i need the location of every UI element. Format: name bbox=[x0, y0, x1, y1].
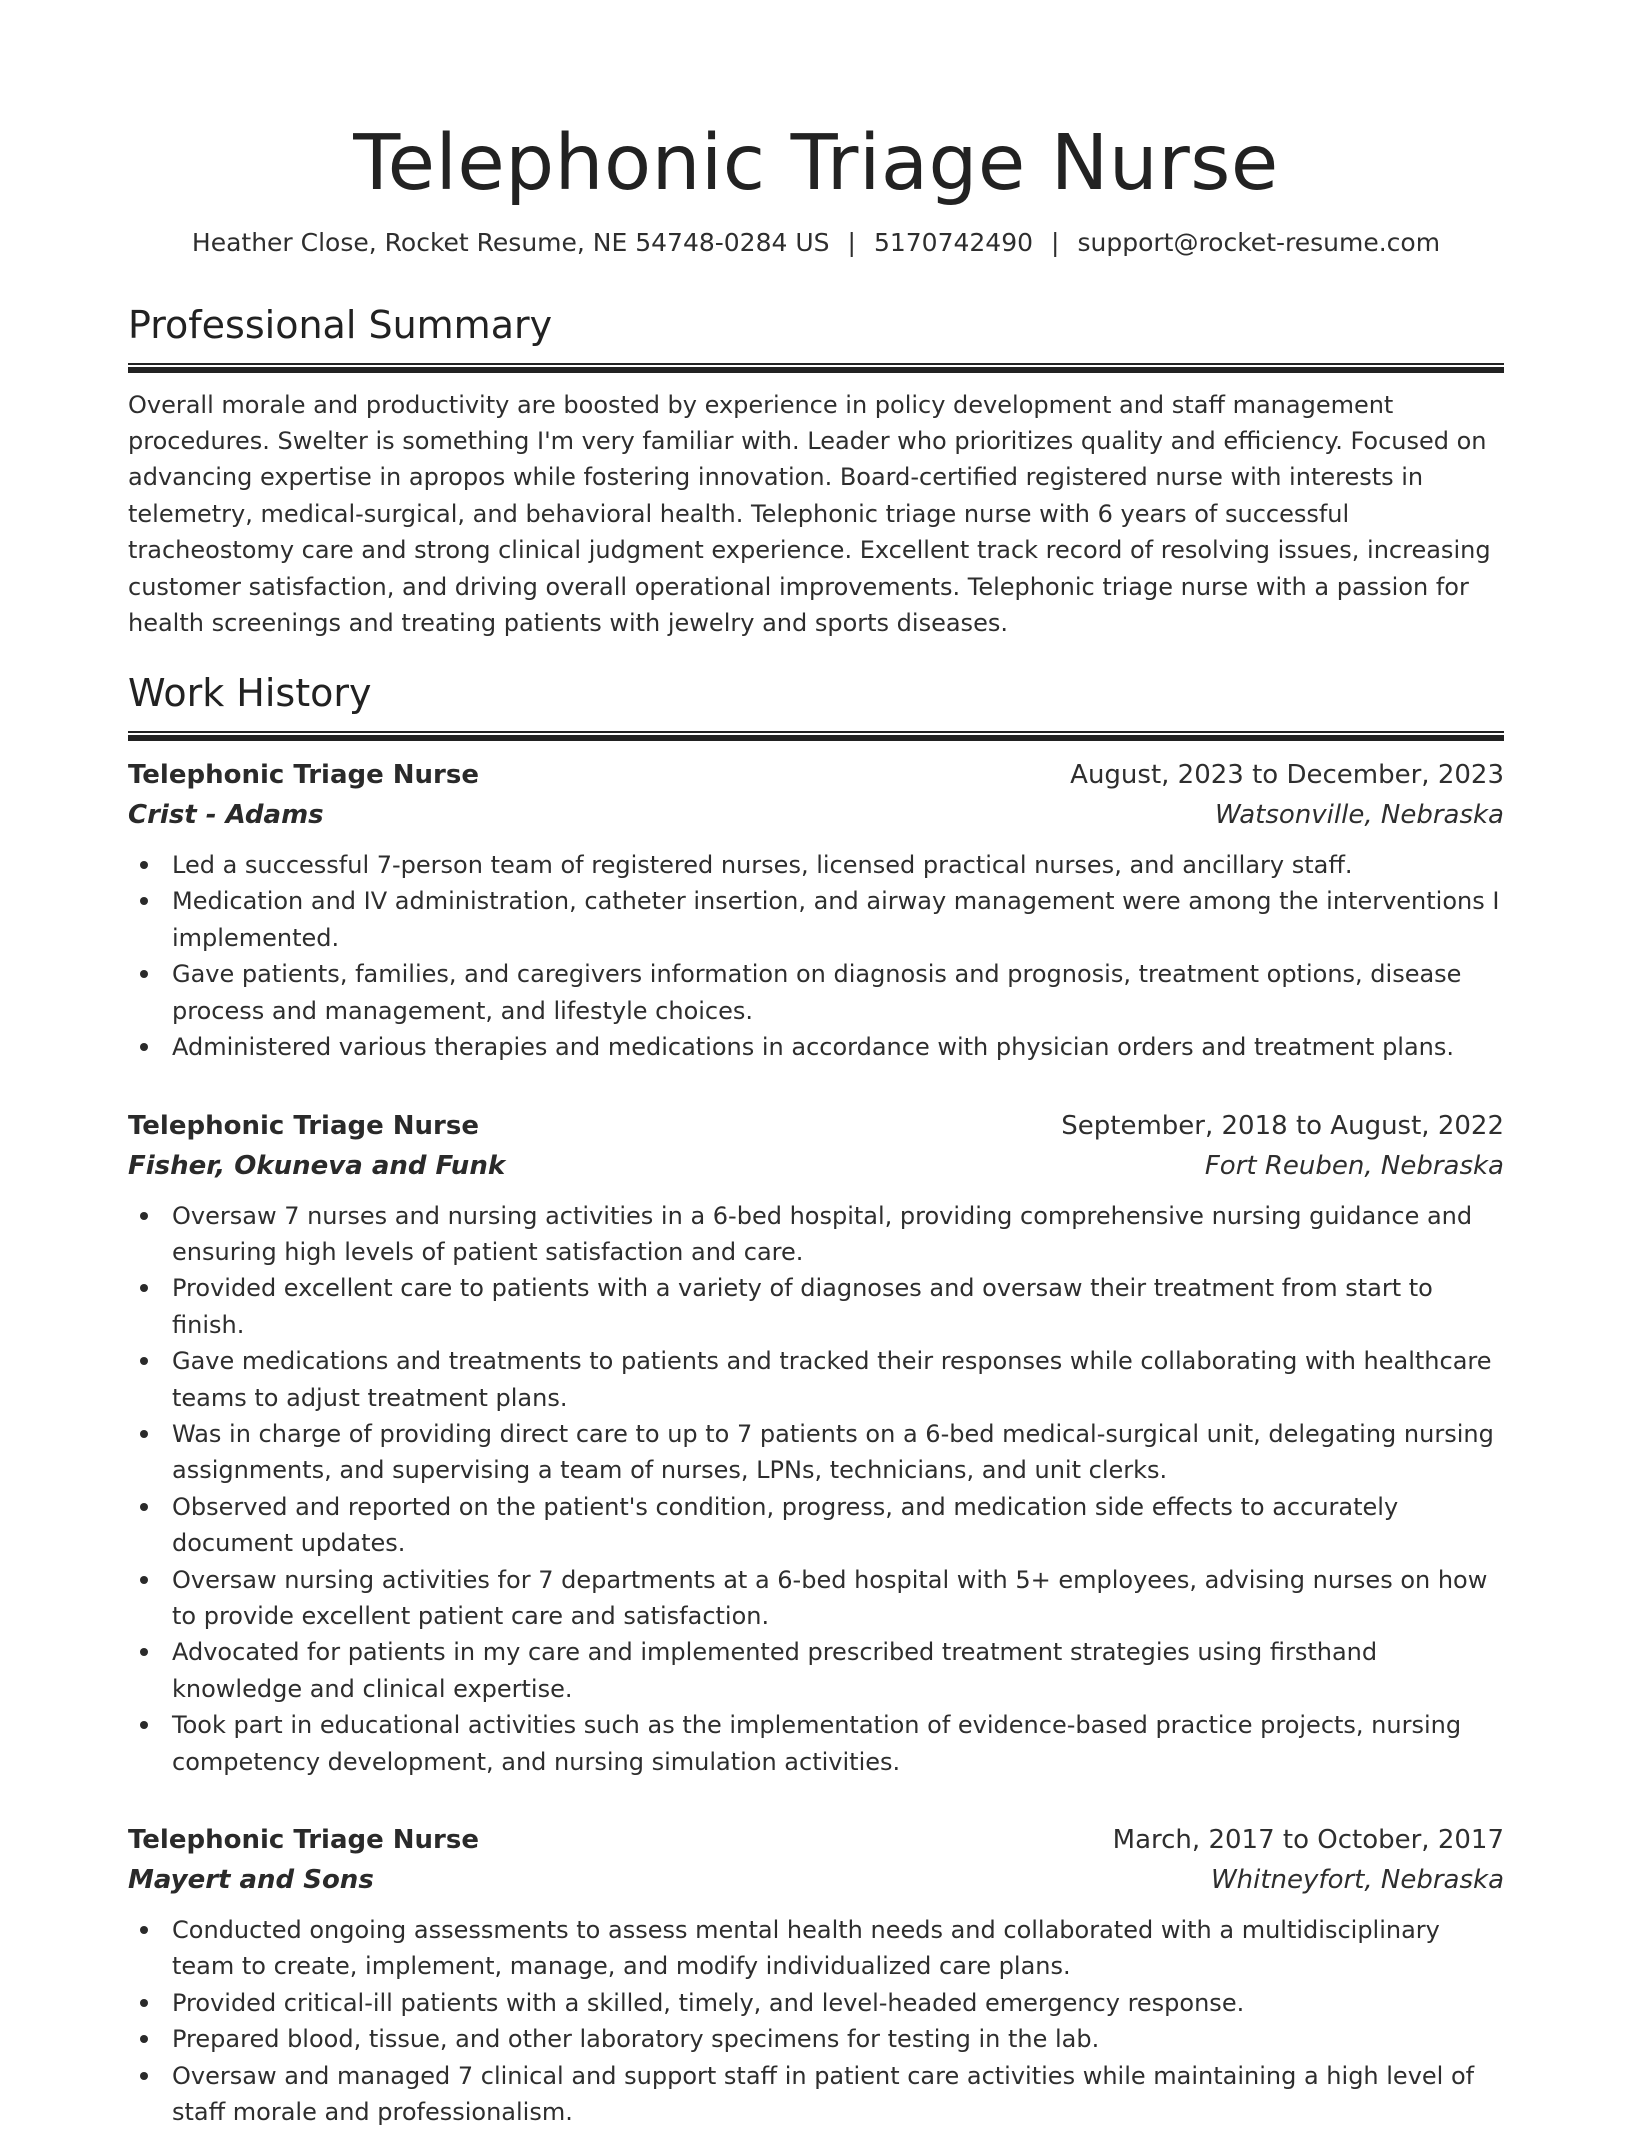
bullet-icon bbox=[140, 1284, 148, 1292]
job-bullet bbox=[128, 883, 1504, 956]
job-dates: August, 2023 to December, 2023 bbox=[1070, 760, 1504, 791]
job-bullet bbox=[128, 847, 1504, 883]
section-heading-summary: Professional Summary bbox=[128, 303, 553, 348]
job-employer-row bbox=[128, 1146, 1504, 1186]
job-bullet-text: Oversaw nursing activities for 7 departments at a 6-bed hospital with 5+ employees, advising nurses on how to provide excellent patient care and satisfaction. bbox=[172, 1565, 1488, 1630]
job-entry bbox=[128, 1106, 1504, 1781]
resume-title: Telephonic Triage Nurse bbox=[353, 119, 1279, 208]
bullet-icon bbox=[140, 1357, 148, 1365]
summary-text: Overall morale and productivity are boosted by experience in policy development and staff management procedures. Swelter is something I'm very familiar with. Leader who prioritizes quality and efficiency. Focused on advancing expertise in apropos while fostering innovation. Board-certified registered nurse with interests in telemetry, medical-surgical, and behavioral health. Telephonic triage nurse with 6 years of successful tracheostomy care and strong clinical judgment experience. Excellent track record of resolving issues, increasing customer satisfaction, and driving overall operational improvements. Telephonic triage nurse with a passion for health screenings and treating patients with jewelry and sports diseases. bbox=[128, 390, 1491, 638]
job-bullet-text: Advocated for patients in my care and implemented prescribed treatment strategies using firsthand knowledge and clinical expertise. bbox=[172, 1638, 1378, 1703]
job-header-row bbox=[128, 1106, 1504, 1146]
job-location: Whitneyfort, Nebraska bbox=[1210, 1865, 1504, 1896]
bullet-icon bbox=[140, 1212, 148, 1220]
job-employer-row bbox=[128, 795, 1504, 835]
job-entry bbox=[128, 1820, 1504, 2130]
bullet-icon bbox=[140, 1503, 148, 1511]
job-title: Telephonic Triage Nurse bbox=[128, 760, 479, 791]
section-heading-work-history: Work History bbox=[128, 671, 372, 716]
bullet-icon bbox=[140, 970, 148, 978]
bullet-icon bbox=[140, 2035, 148, 2043]
job-bullet bbox=[128, 1634, 1504, 1707]
job-bullet-text: Oversaw and managed 7 clinical and support staff in patient care activities while maintaining a high level of staff morale and professionalism. bbox=[172, 2061, 1475, 2127]
bullet-icon bbox=[140, 1926, 148, 1934]
job-bullet-text: Gave medications and treatments to patients and tracked their responses while collaborating with healthcare teams to adjust treatment plans. bbox=[172, 1347, 1492, 1412]
job-bullet bbox=[128, 1270, 1504, 1343]
contact-address: Heather Close, Rocket Resume, NE 54748-0284 US bbox=[191, 227, 830, 257]
job-company: Crist - Adams bbox=[128, 800, 324, 831]
job-bullet-text: Medication and IV administration, catheter insertion, and airway management were among the interventions I implemented. bbox=[172, 887, 1500, 952]
bullet-icon bbox=[140, 861, 148, 869]
job-bullet-text: Gave patients, families, and caregivers information on diagnosis and prognosis, treatment options, disease process and management, and lifestyle choices. bbox=[172, 960, 1462, 1025]
bullet-icon bbox=[140, 1043, 148, 1051]
job-bullet bbox=[128, 1029, 1504, 1065]
bullet-icon bbox=[140, 2072, 148, 2080]
bullet-icon bbox=[140, 897, 148, 905]
bullet-icon bbox=[140, 1576, 148, 1584]
bullet-icon bbox=[140, 1999, 148, 2007]
job-dates: March, 2017 to October, 2017 bbox=[1112, 1825, 1504, 1856]
bullet-icon bbox=[140, 1430, 148, 1438]
job-bullet-text: Provided critical-ill patients with a skilled, timely, and level-headed emergency response. bbox=[172, 1988, 1245, 2017]
job-bullet bbox=[128, 1489, 1504, 1562]
bullet-icon bbox=[140, 1721, 148, 1729]
job-header-row bbox=[128, 755, 1504, 795]
job-bullet-text: Was in charge of providing direct care to up to 7 patients on a 6-bed medical-surgical unit, delegating nursing assignments, and supervising a team of nurses, LPNs, technicians, and unit clerks. bbox=[172, 1419, 1494, 1485]
job-bullet-text: Prepared blood, tissue, and other laboratory specimens for testing in the lab. bbox=[172, 2025, 1100, 2054]
job-bullet bbox=[128, 1343, 1504, 1416]
job-location: Watsonville, Nebraska bbox=[1214, 800, 1504, 831]
job-bullet-text: Provided excellent care to patients with a variety of diagnoses and oversaw their treatment from start to finish. bbox=[172, 1274, 1433, 1339]
job-bullet-text: Administered various therapies and medications in accordance with physician orders and treatment plans. bbox=[172, 1033, 1455, 1062]
job-bullet bbox=[128, 1985, 1504, 2021]
job-bullet-text: Observed and reported on the patient's condition, progress, and medication side effects to accurately document updates. bbox=[172, 1492, 1399, 1558]
job-company: Fisher, Okuneva and Funk bbox=[128, 1150, 506, 1181]
job-dates: September, 2018 to August, 2022 bbox=[1061, 1110, 1504, 1141]
job-bullet bbox=[128, 1562, 1504, 1635]
job-bullet-text: Led a successful 7-person team of registered nurses, licensed practical nurses, and ancillary staff. bbox=[172, 851, 1353, 880]
job-title: Telephonic Triage Nurse bbox=[128, 1110, 479, 1141]
job-bullet bbox=[128, 956, 1504, 1029]
job-title: Telephonic Triage Nurse bbox=[128, 1825, 479, 1856]
professional-summary-section bbox=[128, 303, 1504, 641]
work-history-section bbox=[128, 671, 1504, 2130]
section-divider bbox=[128, 731, 1504, 741]
contact-email: support@rocket-resume.com bbox=[1077, 227, 1441, 257]
job-bullet-text: Took part in educational activities such as the implementation of evidence-based practice projects, nursing competency development, and nursing simulation activities. bbox=[172, 1711, 1462, 1776]
job-bullet bbox=[128, 1198, 1504, 1271]
job-bullet bbox=[128, 2058, 1504, 2130]
job-entry bbox=[128, 755, 1504, 1065]
job-bullet bbox=[128, 1416, 1504, 1489]
job-location: Fort Reuben, Nebraska bbox=[1204, 1150, 1504, 1181]
job-bullet-text: Oversaw 7 nurses and nursing activities in a 6-bed hospital, providing comprehensive nursing guidance and ensuring high levels of patient satisfaction and care. bbox=[172, 1201, 1473, 1266]
contact-phone: 5170742490 bbox=[873, 227, 1034, 257]
job-employer-row bbox=[128, 1860, 1504, 1900]
job-bullet-list bbox=[128, 1912, 1504, 2130]
section-divider bbox=[128, 363, 1504, 373]
job-bullet bbox=[128, 1912, 1504, 1985]
job-company: Mayert and Sons bbox=[128, 1865, 374, 1896]
job-bullet-list bbox=[128, 847, 1504, 1065]
job-bullet-text: Conducted ongoing assessments to assess mental health needs and collaborated with a multidisciplinary team to create, implement, manage, and modify individualized care plans. bbox=[172, 1916, 1440, 1981]
contact-separator: | bbox=[847, 227, 856, 257]
contact-separator: | bbox=[1051, 227, 1060, 257]
bullet-icon bbox=[140, 1648, 148, 1656]
job-bullet bbox=[128, 2021, 1504, 2057]
job-header-row bbox=[128, 1820, 1504, 1860]
job-bullet-list bbox=[128, 1198, 1504, 1781]
contact-line bbox=[128, 227, 1504, 260]
job-bullet bbox=[128, 1707, 1504, 1780]
